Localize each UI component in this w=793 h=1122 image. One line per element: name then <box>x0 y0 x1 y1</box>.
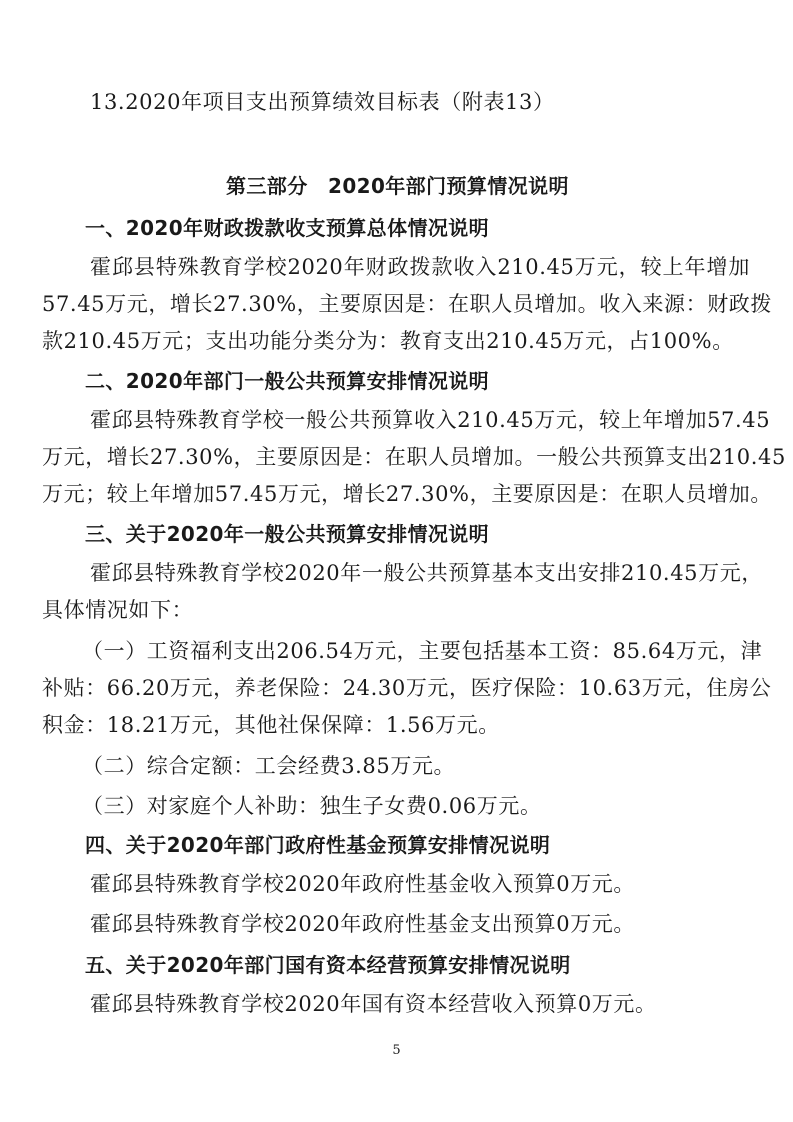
toc-item-13: 13.2020年项目支出预算绩效目标表（附表13） <box>90 90 555 114</box>
paragraph-line: 积金：18.21万元，其他社保保障：1.56万元。 <box>42 713 500 737</box>
part-title: 第三部分 2020年部门预算情况说明 <box>226 174 569 198</box>
section-heading-2: 二、2020年部门一般公共预算安排情况说明 <box>85 369 490 393</box>
section-heading-5: 五、关于2020年部门国有资本经营预算安排情况说明 <box>85 953 571 977</box>
page-number: 5 <box>392 1043 401 1058</box>
paragraph-line: （二）综合定额：工会经费3.85万元。 <box>82 754 456 778</box>
paragraph-line: 霍邱县特殊教育学校一般公共预算收入210.45万元，较上年增加57.45 <box>90 408 771 432</box>
paragraph-line: （一）工资福利支出206.54万元，主要包括基本工资：85.64万元，津 <box>82 639 763 663</box>
paragraph-line: 霍邱县特殊教育学校2020年一般公共预算基本支出安排210.45万元， <box>90 561 763 585</box>
paragraph-line: 霍邱县特殊教育学校2020年财政拨款收入210.45万元，较上年增加 <box>90 255 750 279</box>
paragraph-line: 具体情况如下： <box>42 598 194 622</box>
paragraph-line: （三）对家庭个人补助：独生子女费0.06万元。 <box>82 794 542 818</box>
section-heading-4: 四、关于2020年部门政府性基金预算安排情况说明 <box>85 833 551 857</box>
paragraph-line: 霍邱县特殊教育学校2020年政府性基金收入预算0万元。 <box>90 872 636 896</box>
section-heading-3: 三、关于2020年一般公共预算安排情况说明 <box>85 522 490 546</box>
paragraph-line: 款210.45万元；支出功能分类分为：教育支出210.45万元，占100%。 <box>42 329 734 353</box>
paragraph-line: 霍邱县特殊教育学校2020年国有资本经营收入预算0万元。 <box>90 992 657 1016</box>
paragraph-line: 万元；较上年增加57.45万元，增长27.30%，主要原因是：在职人员增加。 <box>42 482 772 506</box>
paragraph-line: 霍邱县特殊教育学校2020年政府性基金支出预算0万元。 <box>90 912 636 936</box>
paragraph-line: 万元，增长27.30%，主要原因是：在职人员增加。一般公共预算支出210.45 <box>42 445 786 469</box>
paragraph-line: 57.45万元，增长27.30%，主要原因是：在职人员增加。收入来源：财政拨 <box>42 292 772 316</box>
section-heading-1: 一、2020年财政拨款收支预算总体情况说明 <box>85 216 490 240</box>
paragraph-line: 补贴：66.20万元，养老保险：24.30万元，医疗保险：10.63万元，住房公 <box>42 676 772 700</box>
